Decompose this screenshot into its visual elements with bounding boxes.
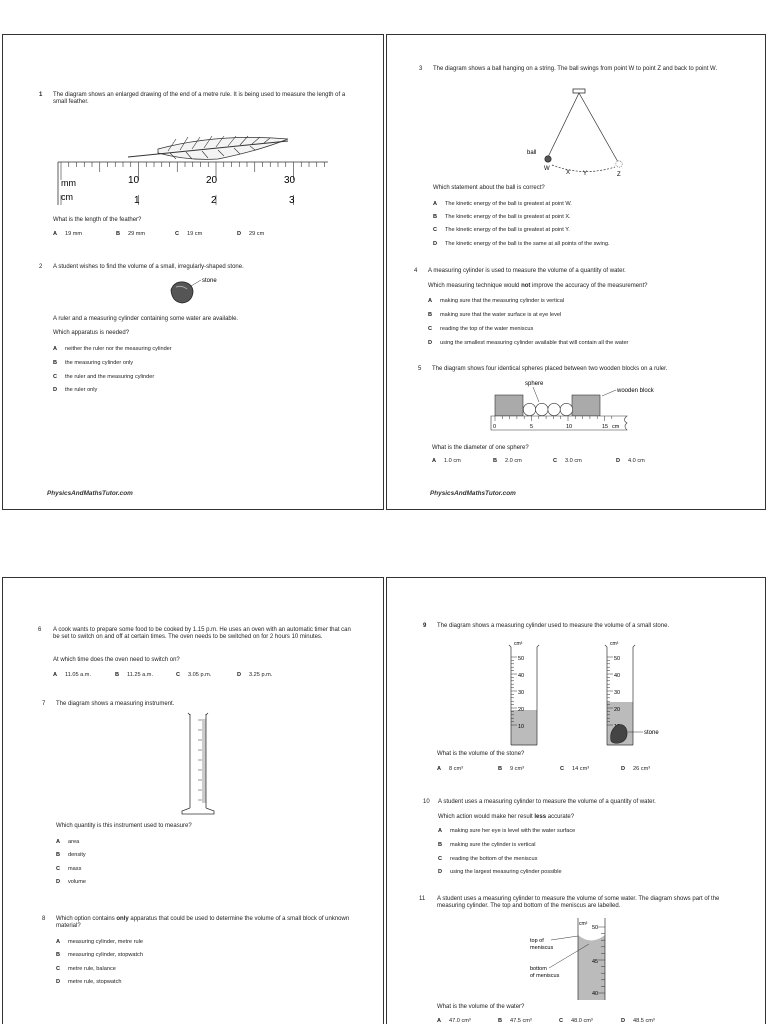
q9-option-a[interactable]: A 8 cm³ — [437, 766, 463, 772]
q10-option-a[interactable]: A making sure her eye is level with the water surface — [438, 828, 576, 834]
q1-mm-tick-30: 30 — [284, 175, 296, 186]
q5-spheres-diagram — [487, 378, 667, 438]
q4-option-d[interactable]: D using the smallest measuring cylinder available that will contain all the water — [428, 340, 629, 346]
q1-number: 1 — [39, 92, 43, 98]
q2-text2: A ruler and a measuring cylinder containing some water are available. — [53, 316, 239, 322]
q5-text: The diagram shows four identical spheres placed between two wooden blocks on a ruler. — [432, 366, 668, 372]
q8-option-c[interactable]: C metre rule, balance — [56, 966, 116, 972]
q11-top-label-1: top of — [530, 938, 544, 944]
q2-number: 2 — [39, 264, 43, 270]
q11-option-a[interactable]: A 47.0 cm³ — [437, 1018, 471, 1024]
q8-option-d[interactable]: D metre rule, stopwatch — [56, 979, 122, 985]
q7-text: The diagram shows a measuring instrument. — [56, 701, 175, 707]
q8-text: Which option contains only apparatus that could be used to determine the volume of a small block of unknown material? — [56, 916, 350, 930]
q7-number: 7 — [42, 701, 46, 707]
q1-mm-tick-20: 20 — [206, 175, 218, 186]
q11-text: A student uses a measuring cylinder to measure the volume of some water. The diagram shows part of the measuring cylinder. The top and bottom of the meniscus are labelled. — [437, 896, 720, 910]
q7-option-b[interactable]: B density — [56, 852, 86, 858]
q3-point-x: X — [566, 170, 571, 176]
q11-option-d[interactable]: D 48.5 cm³ — [621, 1018, 655, 1024]
q11-bottom-label-2: of meniscus — [530, 973, 560, 979]
q5-cm-label: cm — [612, 424, 620, 430]
ball-icon — [545, 156, 551, 162]
q2-text: A student wishes to find the volume of a small, irregularly-shaped stone. — [53, 264, 244, 270]
q4-option-c[interactable]: C reading the top of the water meniscus — [428, 326, 534, 332]
q10-option-c[interactable]: C reading the bottom of the meniscus — [438, 856, 538, 862]
feather-image — [128, 136, 288, 159]
q5-tick-5: 5 — [530, 424, 534, 430]
q2-stone-label: stone — [202, 278, 217, 284]
q4-question: Which measuring technique would not improve the accuracy of the measurement? — [428, 283, 648, 289]
q6-number: 6 — [38, 627, 42, 633]
q10-text: A student uses a measuring cylinder to measure the volume of a quantity of water. — [438, 799, 656, 805]
page-2-footer: PhysicsAndMathsTutor.com — [430, 490, 516, 497]
q1-text: The diagram shows an enlarged drawing of the end of a metre rule. It is being used to measure the length of a small feather. — [53, 92, 346, 106]
cylinder-before — [509, 641, 539, 745]
q9-right-40: 40 — [614, 673, 621, 679]
q7-question: Which quantity is this instrument used to measure? — [56, 823, 192, 829]
q11-option-c[interactable]: C 48.0 cm³ — [559, 1018, 593, 1024]
q10-question: Which action would make her result less accurate? — [438, 814, 575, 820]
q3-point-w: W — [544, 166, 550, 172]
page-2 — [386, 34, 766, 510]
q1-cm-tick-3: 3 — [289, 195, 295, 206]
q8-option-b[interactable]: B measuring cylinder, stopwatch — [56, 952, 143, 958]
q3-ball-label: ball — [527, 150, 537, 156]
q1-option-d[interactable]: D 29 cm — [237, 231, 265, 237]
q3-option-d[interactable]: D The kinetic energy of the ball is the same at all points of the swing. — [433, 241, 610, 247]
q5-option-b[interactable]: B 2.0 cm — [493, 458, 522, 464]
q9-right-20: 20 — [614, 707, 621, 713]
q9-left-10: 10 — [518, 724, 525, 730]
q3-point-y: Y — [583, 171, 588, 177]
q1-mm-label: mm — [61, 178, 76, 188]
q4-number: 4 — [414, 268, 418, 274]
q1-cm-label: cm — [61, 192, 73, 202]
q4-option-a[interactable]: A making sure that the measuring cylinder is vertical — [428, 298, 565, 304]
q11-question: What is the volume of the water? — [437, 1004, 525, 1010]
q9-right-30: 30 — [614, 690, 621, 696]
cylinder-after — [605, 641, 659, 745]
q11-number: 11 — [419, 896, 426, 902]
q1-option-c[interactable]: C 19 cm — [175, 231, 203, 237]
page-3 — [2, 577, 384, 1024]
q6-option-a[interactable]: A 11.05 a.m. — [53, 672, 92, 678]
stone-image — [171, 282, 193, 303]
q3-text: The diagram shows a ball hanging on a string. The ball swings from point W to point Z and back to point W. — [433, 66, 718, 72]
q7-option-a[interactable]: A area — [56, 839, 80, 845]
q6-text: A cook wants to prepare some food to be cooked by 1.15 p.m. He uses an oven with an automatic timer that can be set to switch on and off at certain times. The oven needs to be switched on for 2 hours 10 minutes. — [53, 627, 351, 641]
q9-cylinders-diagram — [497, 639, 677, 747]
q9-left-50: 50 — [518, 656, 525, 662]
q5-option-c[interactable]: C 3.0 cm — [553, 458, 582, 464]
q11-cylinder-diagram — [522, 918, 642, 1000]
q3-pendulum-diagram — [517, 87, 647, 177]
q11-scale-45: 45 — [592, 959, 599, 965]
q3-question: Which statement about the ball is correct? — [433, 185, 545, 191]
q5-tick-15: 15 — [602, 424, 609, 430]
q5-sphere-label: sphere — [525, 381, 544, 387]
page-4 — [386, 577, 766, 1024]
page-1-footer: PhysicsAndMathsTutor.com — [47, 490, 133, 497]
q9-option-c[interactable]: C 14 cm³ — [560, 766, 590, 772]
q11-scale-50: 50 — [592, 925, 599, 931]
q3-option-a[interactable]: A The kinetic energy of the ball is greatest at point W. — [433, 201, 572, 207]
q6-option-d[interactable]: D 3.25 p.m. — [237, 672, 273, 678]
q1-question: What is the length of the feather? — [53, 217, 142, 223]
q4-option-b[interactable]: B making sure that the water surface is at eye level — [428, 312, 562, 318]
q9-number: 9 — [423, 623, 427, 629]
q3-option-c[interactable]: C The kinetic energy of the ball is greatest at point Y. — [433, 227, 570, 233]
q5-tick-0: 0 — [493, 424, 497, 430]
q5-number: 5 — [418, 366, 422, 372]
q1-ruler-diagram — [58, 115, 333, 205]
q11-unit: cm³ — [579, 921, 588, 927]
q11-scale-40: 40 — [592, 991, 599, 997]
q9-right-50: 50 — [614, 656, 621, 662]
q10-number: 10 — [423, 799, 430, 805]
q1-mm-tick-10: 10 — [128, 175, 140, 186]
q2-option-d[interactable]: D the ruler only — [53, 387, 98, 393]
q9-left-40: 40 — [518, 673, 525, 679]
q1-cm-tick-1: 1 — [134, 195, 140, 206]
q1-option-b[interactable]: B 29 mm — [116, 231, 146, 237]
q9-unit-right: cm³ — [610, 641, 619, 647]
q11-option-b[interactable]: B 47.5 cm³ — [498, 1018, 532, 1024]
q4-text: A measuring cylinder is used to measure the volume of a quantity of water. — [428, 268, 626, 274]
wooden-block-left — [495, 395, 523, 416]
q9-option-b[interactable]: B 9 cm³ — [498, 766, 524, 772]
q3-number: 3 — [419, 66, 423, 72]
q9-unit-left: cm³ — [514, 641, 523, 647]
q9-stone-label: stone — [644, 730, 659, 736]
q5-option-d[interactable]: D 4.0 cm — [616, 458, 645, 464]
q9-question: What is the volume of the stone? — [437, 751, 525, 757]
q11-top-label-2: meniscus — [530, 945, 554, 951]
q8-number: 8 — [42, 916, 46, 922]
q9-option-d[interactable]: D 26 cm³ — [621, 766, 651, 772]
page-1 — [2, 34, 384, 510]
q3-point-z: Z — [617, 172, 621, 178]
q9-text: The diagram shows a measuring cylinder used to measure the volume of a small stone. — [437, 623, 670, 629]
q3-option-b[interactable]: B The kinetic energy of the ball is greatest at point X. — [433, 214, 571, 220]
q8-option-a[interactable]: A measuring cylinder, metre rule — [56, 939, 143, 945]
q2-option-a[interactable]: A neither the ruler nor the measuring cylinder — [53, 346, 172, 352]
q9-left-20: 20 — [518, 707, 525, 713]
q2-option-b[interactable]: B the measuring cylinder only — [53, 360, 134, 366]
q7-option-d[interactable]: D volume — [56, 879, 87, 885]
q2-question: Which apparatus is needed? — [53, 330, 130, 336]
q5-block-label: wooden block — [617, 388, 654, 394]
wooden-block-right — [572, 395, 600, 416]
q10-option-b[interactable]: B making sure the cylinder is vertical — [438, 842, 536, 848]
q10-option-d[interactable]: D using the largest measuring cylinder possible — [438, 869, 562, 875]
q5-option-a[interactable]: A 1.0 cm — [432, 458, 461, 464]
q6-question: At which time does the oven need to switch on? — [53, 657, 180, 663]
q1-option-a[interactable]: A 19 mm — [53, 231, 83, 237]
q6-option-c[interactable]: C 3.05 p.m. — [176, 672, 212, 678]
q2-option-c[interactable]: C the ruler and the measuring cylinder — [53, 374, 155, 380]
q11-bottom-label-1: bottom — [530, 966, 547, 972]
q5-question: What is the diameter of one sphere? — [432, 445, 529, 451]
q7-measuring-cylinder — [178, 714, 218, 816]
q6-option-b[interactable]: B 11.25 a.m. — [115, 672, 154, 678]
q2-stone-diagram — [168, 276, 228, 308]
q7-option-c[interactable]: C mass — [56, 866, 82, 872]
q1-cm-tick-2: 2 — [211, 195, 217, 206]
q9-left-30: 30 — [518, 690, 525, 696]
q5-tick-10: 10 — [566, 424, 573, 430]
